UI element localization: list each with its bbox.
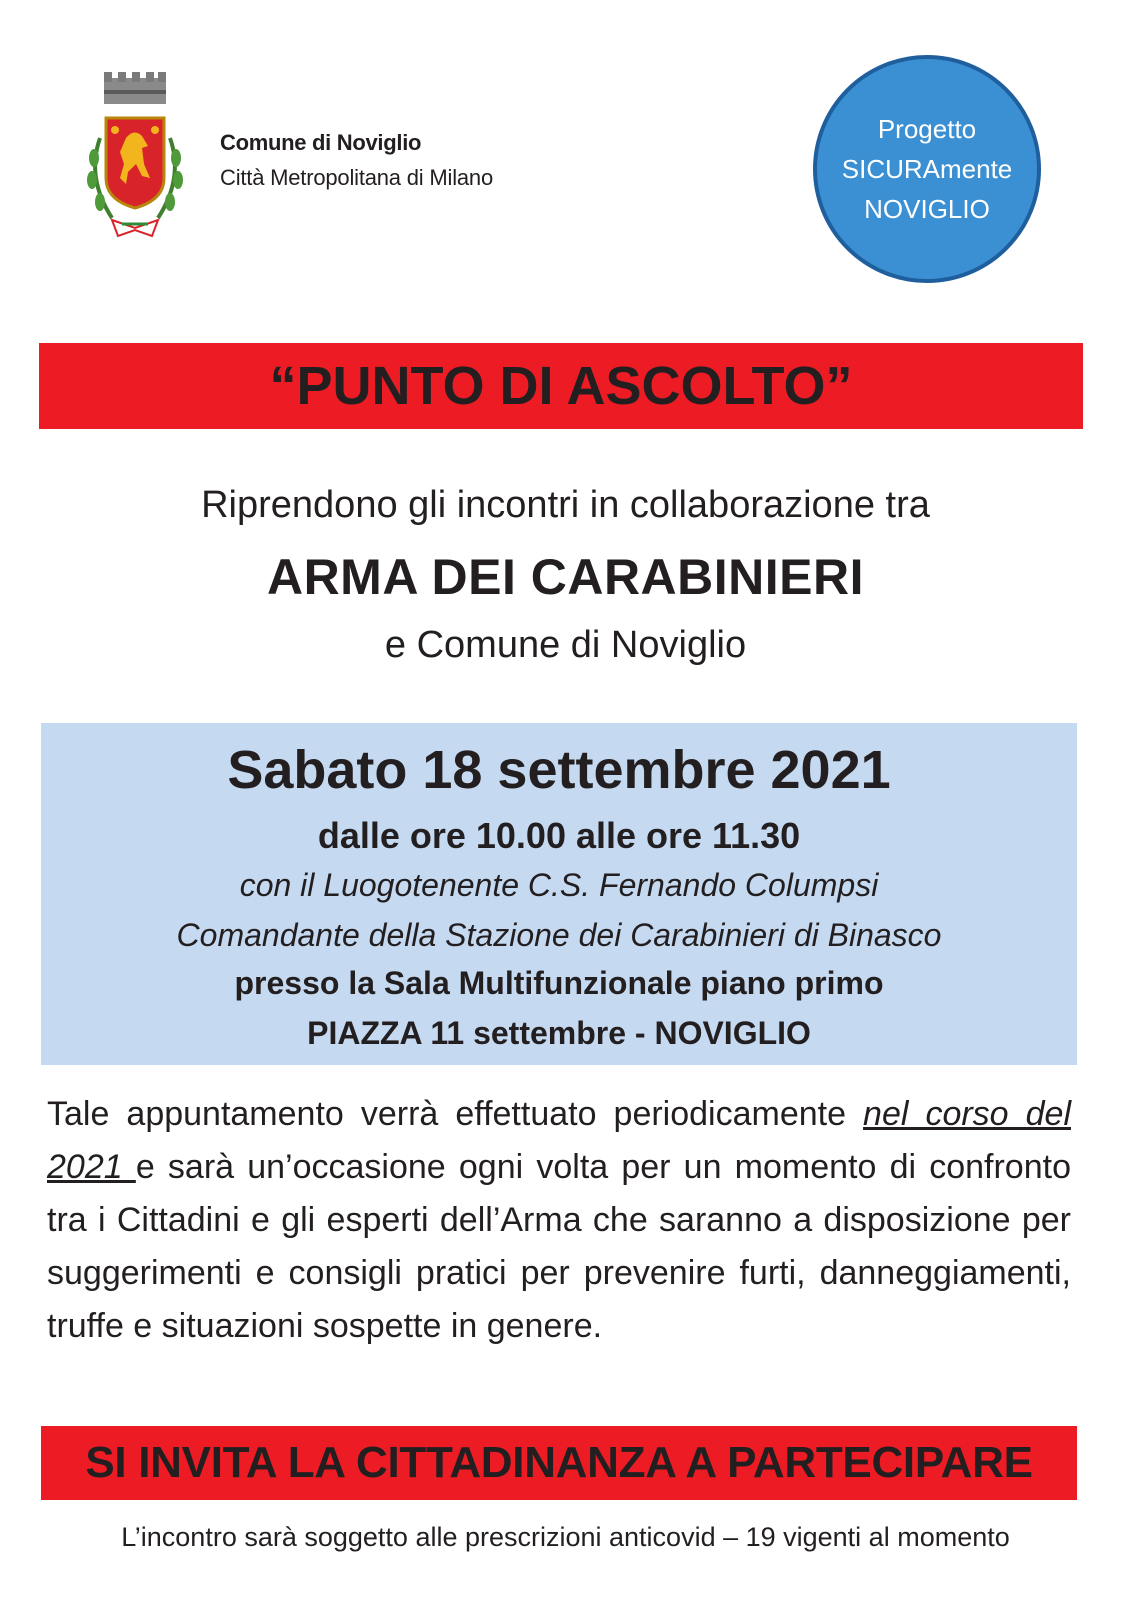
org-subtitle: Città Metropolitana di Milano [220,165,494,190]
project-badge [813,55,1041,283]
body-underlined-text: nel corso del 2021 [47,1095,1071,1186]
partner-line: e Comune di Noviglio [384,624,747,666]
event-address: PIAZZA 11 settembre - NOVIGLIO [307,1015,811,1051]
page-title: “PUNTO DI ASCOLTO” [269,356,853,416]
event-time: dalle ore 10.00 alle ore 11.30 [317,815,801,856]
event-host-line-2: Comandante della Stazione dei Carabinieri di Binasco [176,917,942,953]
badge-line-1: Progetto [877,114,977,144]
event-date: Sabato 18 settembre 2021 [227,740,891,800]
event-details-box [41,723,1077,1065]
footer-note: L’incontro sarà soggetto alle prescrizioni anticovid – 19 vigenti al momento [121,1522,1010,1552]
badge-line-2: SICURAmente [841,154,1013,184]
title-banner [39,343,1083,429]
invite-text: SI INVITA LA CITTADINANZA A PARTECIPARE [85,1438,1033,1487]
invite-banner [41,1426,1077,1500]
intro-line: Riprendono gli incontri in collaborazione tra [201,484,930,526]
organization-name: ARMA DEI CARABINIERI [266,549,865,605]
event-place: presso la Sala Multifunzionale piano primo [234,965,884,1001]
municipal-crest-icon [82,68,188,244]
body-text-part-2: e sarà un’occasione ogni volta per un momento di confronto tra i Cittadini e gli esperti dell’Arma che saranno a disposizione per suggerimenti e consigli pratici per prevenire furti, danneggiamenti, truffe e situazioni sospette in genere. [47,1148,1071,1345]
org-name: Comune di Noviglio [220,130,422,155]
badge-line-3: NOVIGLIO [864,194,990,224]
body-paragraph [47,1088,1071,1353]
body-text-part-1: Tale appuntamento verrà effettuato periodicamente [47,1095,864,1133]
event-host-line-1: con il Luogotenente C.S. Fernando Columpsi [239,867,879,903]
